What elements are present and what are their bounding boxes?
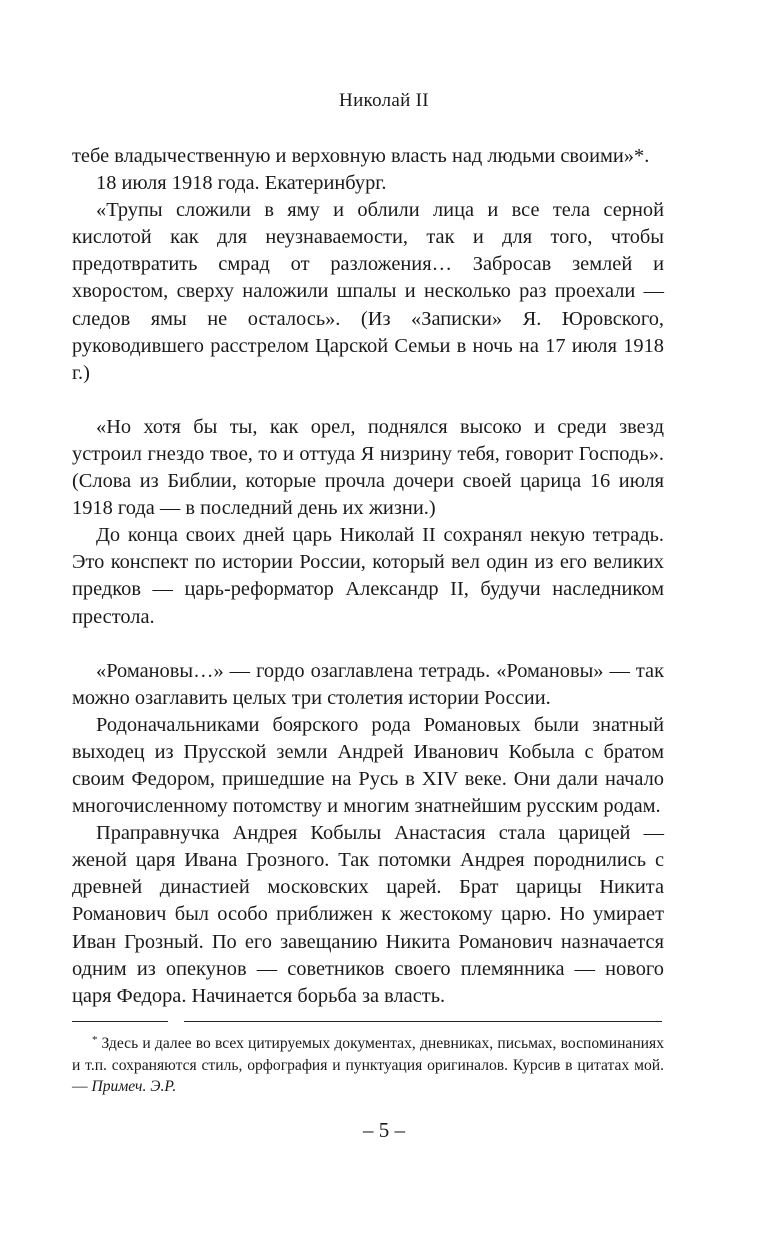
footnote-text: Здесь и далее во всех цитируемых документах, дневниках, письмах, воспоминаниях и т.п. сохраняются стиль, орфография и пунктуация оригиналов. Курсив в цитатах мой. — [72,1035,664,1096]
paragraph-7: Родоначальниками боярского рода Романовых были знатный выходец из Прусской земли Андрей Иванович Кобыла с братом своим Федором, пришедшие на Русь в XIV веке. Они дали начало многочисленному потомству и многим знатнейшим русским родам. [72,713,664,818]
page-rule [184,1021,662,1022]
footnote-mark: * [92,1034,98,1046]
paragraph-2: 18 июля 1918 года. Екатеринбург. [96,172,387,195]
footnote-signature: Примеч. Э.Р. [91,1078,177,1096]
body-text [72,143,664,1010]
paragraph-8: Праправнучка Андрея Кобылы Анастасия стала царицей — женой царя Ивана Грозного. Так потомки Андрея породнились с древней династией московских царей. Брат царицы Никита Романович был особо приближен к жестокому царю. Но умирает Иван Грозный. По его завещанию Никита Романович назначается одним из опекунов — советников своего племянника — нового царя Федора. Начинается борьба за власть. [72,822,664,1007]
page-number: – 5 – [363,1118,405,1142]
paragraph-5: До конца своих дней царь Николай II сохранял некую тетрадь. Это конспект по истории России, который вел один из его великих предков — царь-реформатор Александр II, будучи наследником престола. [72,524,664,628]
paragraph-6: «Романовы…» — гордо озаглавлена тетрадь. «Романовы» — так можно озаглавить целых три столетия истории России. [72,659,664,709]
paragraph-1: тебе владычественную и верховную власть над людьми своими»*. [72,145,650,167]
paragraph-3: «Трупы сложили в яму и облили лица и все тела серной кислотой как для неузнаваемости, так и для того, чтобы предотвратить смрад от разложения… Забросав землей и хворостом, сверху наложили шпалы и несколько раз проехали — следов ямы не осталось». (Из «Записки» Я. Юровского, руководившего расстрелом Царской Семьи в ночь на 17 июля 1918 г.) [72,199,664,384]
paragraph-4: «Но хотя бы ты, как орел, поднялся высоко и среди звезд устроил гнездо твое, то и оттуда Я низрину тебя, говорит Господь». (Слова из Библии, которые прочла дочери своей царица 16 июля 1918 года — в последний день их жизни.) [72,415,664,520]
running-head: Николай II [339,90,429,111]
footnote [72,1030,664,1098]
footnote-separator [72,1021,168,1022]
